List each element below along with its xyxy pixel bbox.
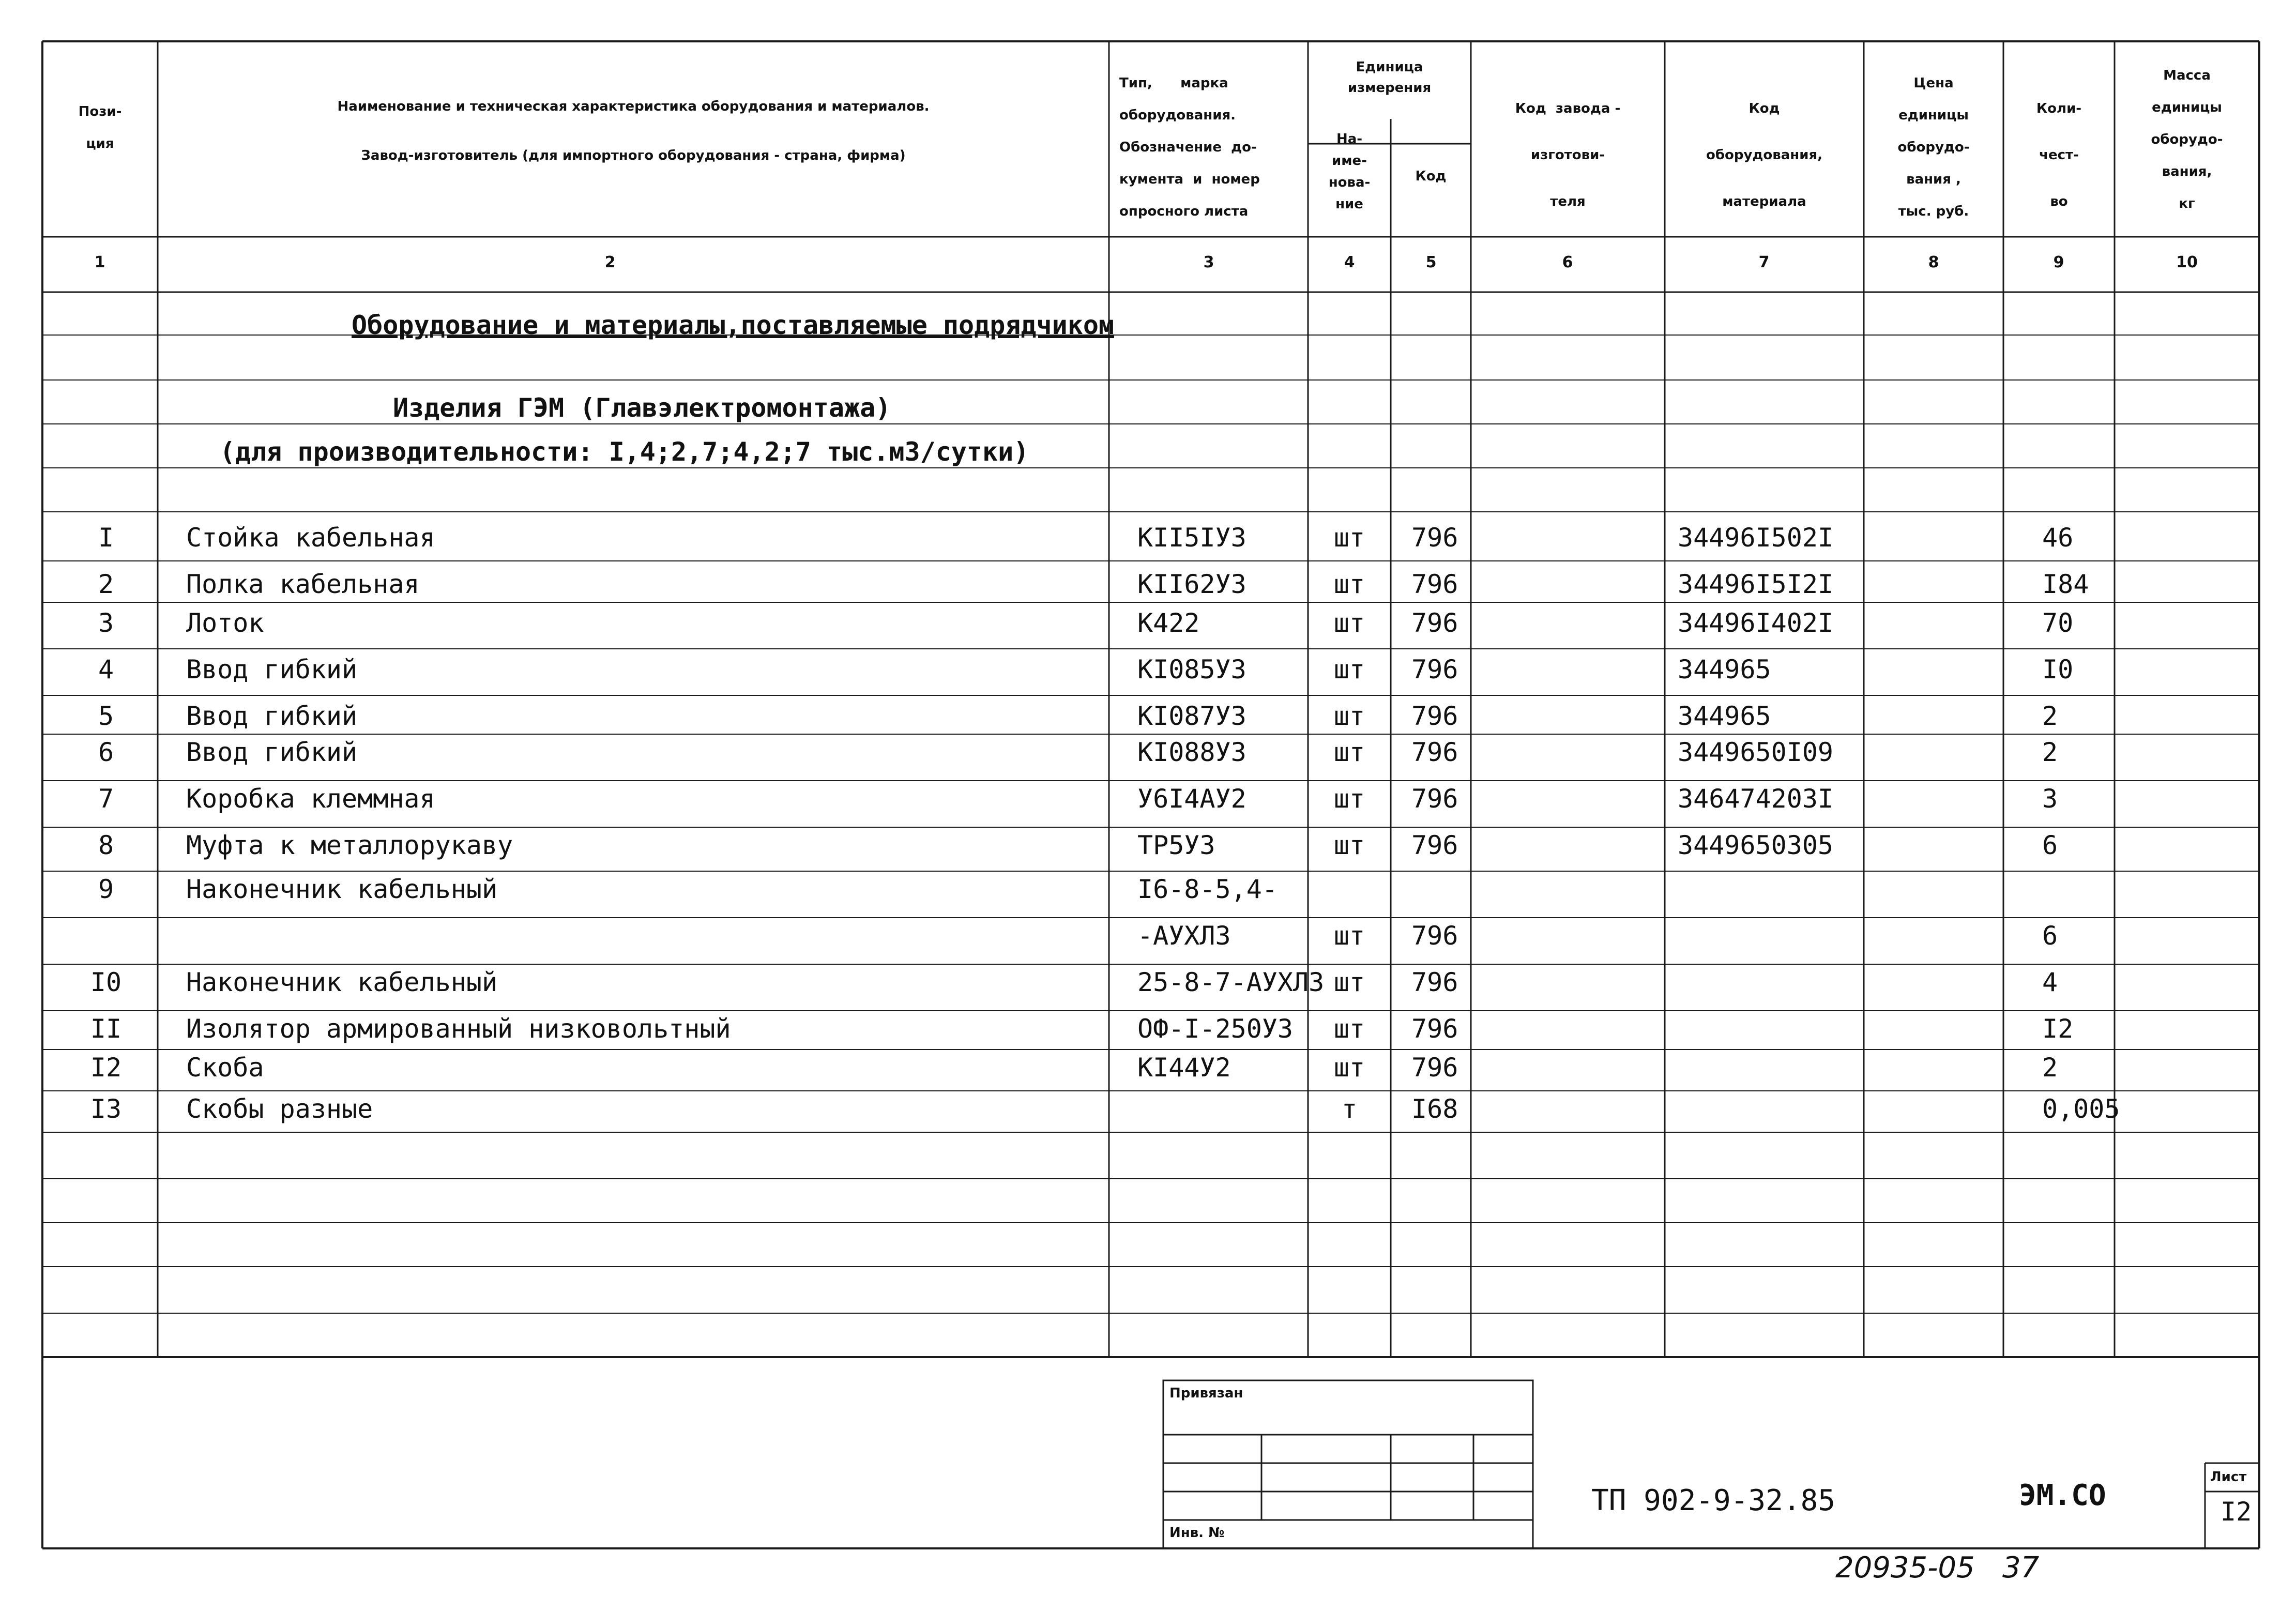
row-position: 3 <box>98 608 114 638</box>
row-name: Наконечник кабельный <box>186 874 498 904</box>
section-capacity-note: (для производительности: I,4;2,7;4,2;7 тыс.м3/сутки) <box>220 437 1029 467</box>
row-type: -АУХЛ3 <box>1137 921 1231 951</box>
header-manufacturer-code: Код завода - изготови- теля <box>1515 101 1621 209</box>
header-unit-code: Код <box>1415 169 1447 184</box>
row-unit: шт <box>1333 523 1365 553</box>
row-position: I0 <box>90 967 122 997</box>
row-unit-code: 796 <box>1411 523 1458 553</box>
column-number-3: 3 <box>1203 253 1214 271</box>
header-name-line2: Завод-изготовитель (для импортного оборудования - страна, фирма) <box>361 148 906 163</box>
row-quantity: 4 <box>2042 967 2058 997</box>
row-unit-code: 796 <box>1411 608 1458 638</box>
column-number-10: 10 <box>2176 253 2198 271</box>
row-position: I <box>98 523 114 553</box>
row-quantity: 6 <box>2042 830 2058 860</box>
section-products-title: Изделия ГЭМ (Главэлектромонтажа) <box>393 393 891 423</box>
row-name: Скоба <box>186 1053 264 1083</box>
row-unit-code: 796 <box>1411 701 1458 731</box>
row-position: I3 <box>90 1094 122 1124</box>
row-name: Скобы разные <box>186 1094 373 1124</box>
row-unit: шт <box>1333 569 1365 599</box>
document-number: ТП 902-9-32.85 <box>1591 1484 1836 1517</box>
sheet-number: I2 <box>2221 1497 2252 1527</box>
section-supplied-title: Оборудование и материалы,поставляемые подрядчиком <box>352 310 1115 340</box>
row-type: ОФ-I-250У3 <box>1137 1014 1294 1044</box>
row-position: 7 <box>98 784 114 814</box>
row-unit-code: 796 <box>1411 569 1458 599</box>
row-unit-code: I68 <box>1411 1094 1458 1124</box>
header-unit: Единица измерения <box>1347 59 1432 96</box>
row-name: Изолятор армированный низковольтный <box>186 1014 731 1044</box>
column-number-4: 4 <box>1344 253 1355 271</box>
row-unit: шт <box>1333 830 1365 860</box>
header-name-line1: Наименование и техническая характеристика оборудования и материалов. <box>337 99 930 114</box>
row-type: КII62У3 <box>1137 569 1246 599</box>
row-type: 25-8-7-АУХЛ3 <box>1137 967 1325 997</box>
row-unit: шт <box>1333 608 1365 638</box>
header-position: Пози- ция <box>78 104 122 151</box>
row-quantity: 2 <box>2042 701 2058 731</box>
row-name: Ввод гибкий <box>186 655 358 685</box>
row-material-code: 346474203I <box>1678 784 1834 814</box>
row-type: КI44У2 <box>1137 1053 1231 1083</box>
row-name: Ввод гибкий <box>186 701 358 731</box>
row-material-code: 34496I502I <box>1678 523 1834 553</box>
row-type: КI088У3 <box>1137 737 1246 767</box>
row-unit: шт <box>1333 737 1365 767</box>
row-quantity: 70 <box>2042 608 2074 638</box>
row-unit: шт <box>1333 1053 1365 1083</box>
row-material-code: 3449650305 <box>1678 830 1834 860</box>
row-position: 9 <box>98 874 114 904</box>
row-unit-code: 796 <box>1411 967 1458 997</box>
row-name: Муфта к металлорукаву <box>186 830 513 860</box>
header-mass: Масса единицы оборудо- вания, кг <box>2151 68 2223 211</box>
row-position: 6 <box>98 737 114 767</box>
row-position: 5 <box>98 701 114 731</box>
row-unit: шт <box>1333 784 1365 814</box>
row-quantity: I0 <box>2042 655 2074 685</box>
row-quantity: 6 <box>2042 921 2058 951</box>
stamp-privyazan-label: Привязан <box>1169 1386 1243 1401</box>
sheet-label: Лист <box>2210 1469 2247 1485</box>
row-name: Стойка кабельная <box>186 523 435 553</box>
row-type: У6I4АУ2 <box>1137 784 1246 814</box>
row-position: 8 <box>98 830 114 860</box>
row-unit: шт <box>1333 1014 1365 1044</box>
column-number-8: 8 <box>1928 253 1939 271</box>
row-quantity: 0,005 <box>2042 1094 2120 1124</box>
stamp-inventory-label: Инв. № <box>1169 1525 1225 1541</box>
row-material-code: 34496I5I2I <box>1678 569 1834 599</box>
row-quantity: 2 <box>2042 1053 2058 1083</box>
header-price: Цена единицы оборудо- вания , тыс. руб. <box>1897 75 1970 219</box>
row-name: Коробка клеммная <box>186 784 435 814</box>
row-unit-code: 796 <box>1411 655 1458 685</box>
row-unit: шт <box>1333 701 1365 731</box>
archive-number: 20935-05 37 <box>1835 1551 2040 1585</box>
row-unit: шт <box>1333 655 1365 685</box>
row-type: КI085У3 <box>1137 655 1246 685</box>
row-unit: шт <box>1333 921 1365 951</box>
row-quantity: I2 <box>2042 1014 2074 1044</box>
row-unit: шт <box>1333 967 1365 997</box>
row-material-code: 344965 <box>1678 701 1771 731</box>
row-name: Наконечник кабельный <box>186 967 498 997</box>
row-type: К422 <box>1137 608 1200 638</box>
row-material-code: 3449650I09 <box>1678 737 1834 767</box>
row-unit-code: 796 <box>1411 784 1458 814</box>
row-name: Полка кабельная <box>186 569 420 599</box>
row-type: КI087У3 <box>1137 701 1246 731</box>
column-number-7: 7 <box>1758 253 1770 271</box>
row-unit-code: 796 <box>1411 830 1458 860</box>
row-type: ТР5У3 <box>1137 830 1215 860</box>
column-number-6: 6 <box>1562 253 1573 271</box>
header-unit-name: На- име- нова- ние <box>1328 131 1371 212</box>
header-quantity: Коли- чест- во <box>2036 101 2082 209</box>
row-position: I2 <box>90 1053 122 1083</box>
row-quantity: 46 <box>2042 523 2074 553</box>
row-position: 2 <box>98 569 114 599</box>
row-name: Лоток <box>186 608 264 638</box>
row-position: 4 <box>98 655 114 685</box>
row-quantity: 3 <box>2042 784 2058 814</box>
row-material-code: 344965 <box>1678 655 1771 685</box>
row-unit-code: 796 <box>1411 921 1458 951</box>
row-type: КII5IУ3 <box>1137 523 1246 553</box>
column-number-5: 5 <box>1425 253 1437 271</box>
document-code: ЭМ.СО <box>2019 1479 2106 1512</box>
row-position: II <box>90 1014 122 1044</box>
column-number-2: 2 <box>604 253 616 271</box>
header-material-code: Код оборудования, материала <box>1706 101 1823 209</box>
row-unit-code: 796 <box>1411 1053 1458 1083</box>
header-type: Тип, марка оборудования. Обозначение до- кумента и номер опросного листа <box>1119 75 1260 219</box>
row-type: I6-8-5,4- <box>1137 874 1278 904</box>
row-unit: т <box>1341 1094 1358 1124</box>
column-number-9: 9 <box>2053 253 2064 271</box>
row-quantity: I84 <box>2042 569 2089 599</box>
row-unit-code: 796 <box>1411 737 1458 767</box>
row-name: Ввод гибкий <box>186 737 358 767</box>
row-unit-code: 796 <box>1411 1014 1458 1044</box>
column-number-1: 1 <box>94 253 105 271</box>
row-quantity: 2 <box>2042 737 2058 767</box>
row-material-code: 34496I402I <box>1678 608 1834 638</box>
